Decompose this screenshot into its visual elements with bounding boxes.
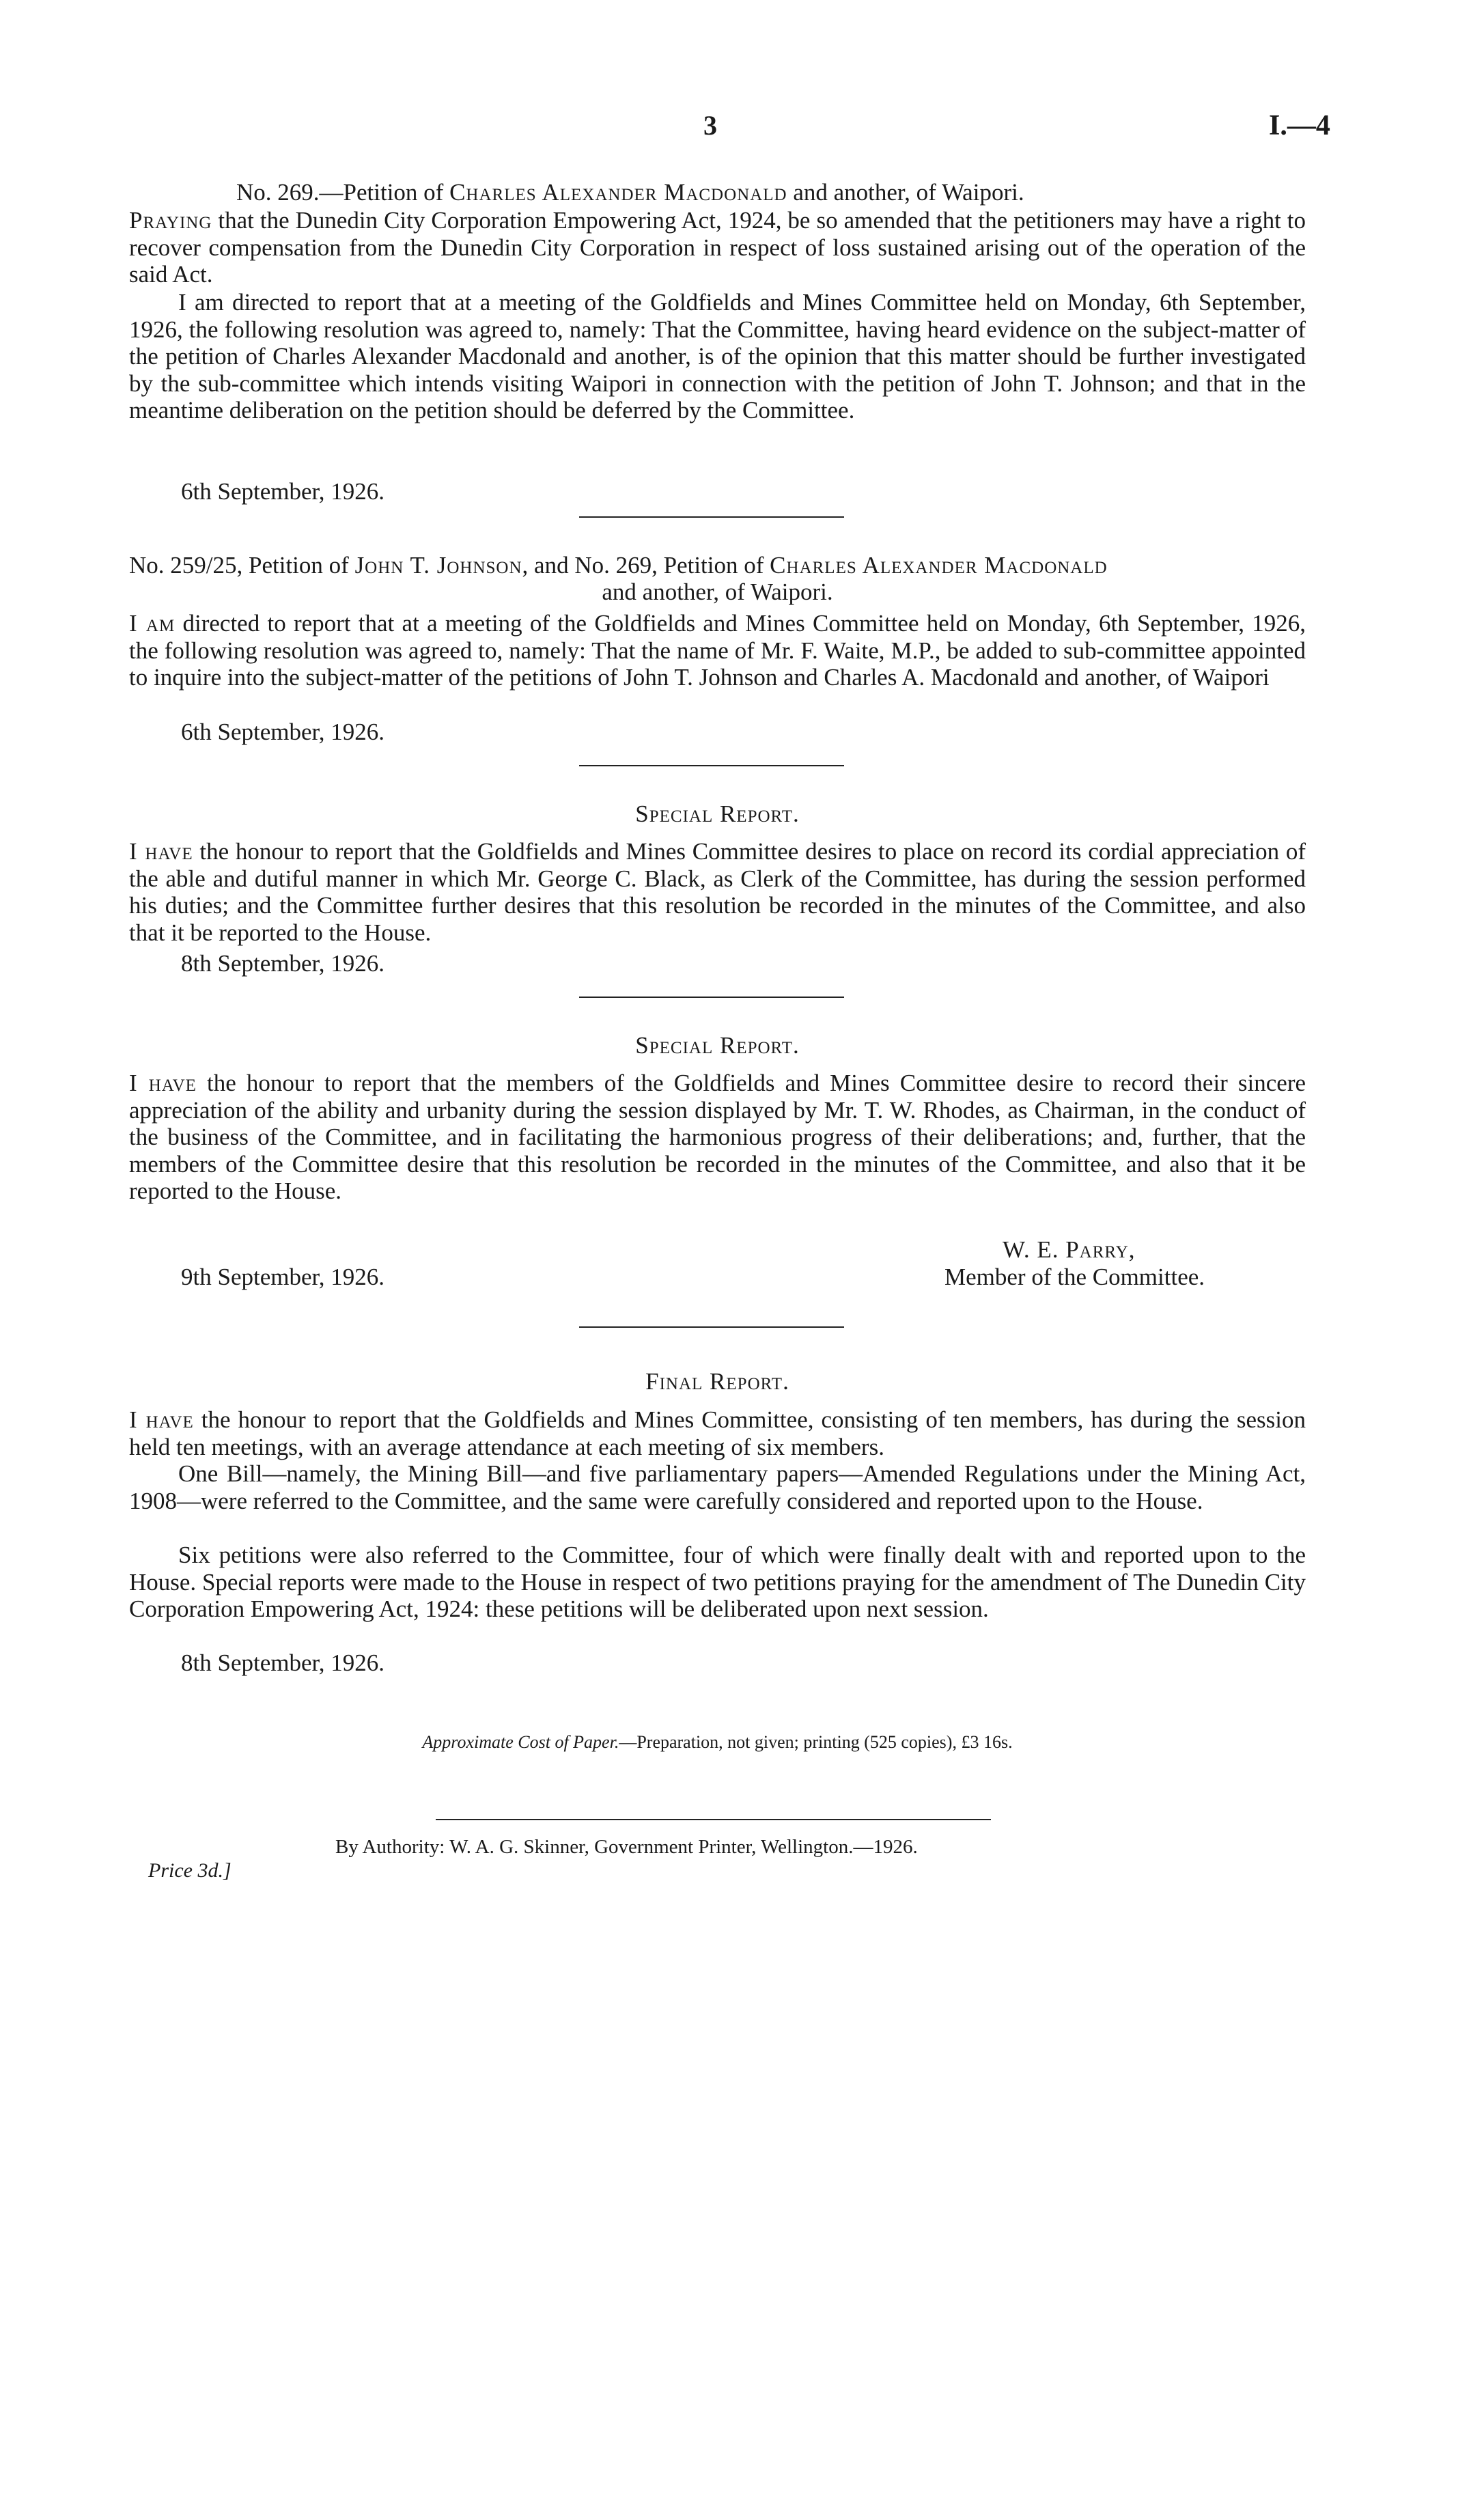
section1-praying — [129, 207, 1306, 288]
section3-lead: I have — [129, 838, 193, 865]
section5-p1 — [129, 1406, 1306, 1460]
section5-lead: I have — [129, 1406, 194, 1433]
section1-date: 6th September, 1926. — [181, 478, 384, 505]
authority-line — [335, 1836, 918, 1858]
section2-name1: John T. Johnson — [354, 552, 522, 579]
section3-date: 8th September, 1926. — [181, 950, 384, 977]
document-reference: I.—4 — [1269, 110, 1330, 141]
section4-text: the honour to report that the members of the Goldfields and Mines Committee desire to record their sincere appreciation of the ability and urbanity during the session displayed by Mr. T. W. Rhodes, as Chairman, in the conduct of the business of the Committee, and in facilitating the harmonious progress of their deliberations; and, further, that the members of the Committee desire that this resolution be recorded in the minutes of the Committee, and also that it be reported to the House. — [129, 1070, 1306, 1204]
section1-title — [236, 179, 1329, 206]
section5-p3: Six petitions were also referred to the Committee, four of which were finally dealt with and reported upon to the House. Special reports were made to the House in respect of two petitions praying for the amendment of The Dunedin City Corporation Empowering Act, 1924: these petitions will be deliberated upon next session. — [129, 1542, 1306, 1622]
section1-petitioner: Charles Alexander Macdonald — [449, 179, 787, 206]
section1-title-suffix: and another, of Waipori. — [793, 179, 1024, 206]
cost-text: —Preparation, not given; printing (525 copies), £3 16s. — [619, 1732, 1013, 1752]
page-number: 3 — [703, 110, 717, 141]
section2-title-a: No. 259/25, Petition of — [129, 552, 349, 579]
section1-praying-word: Praying — [129, 207, 212, 234]
section2-title-b: , and No. 269, Petition of — [522, 552, 764, 579]
section1-praying-text: that the Dunedin City Corporation Empowering Act, 1924, be so amended that the petitioners may have a right to recover compensation from the Dunedin City Corporation in respect of loss sustained arising out of the operation of the said Act. — [129, 207, 1306, 288]
section3-text: the honour to report that the Goldfields and Mines Committee desires to place on record its cordial appreciation of the able and dutiful manner in which Mr. George C. Black, as Clerk of the Committee, has during the session performed his duties; and the Committee further desires that this resolution be recorded in the minutes of the Committee, and also that it be reported to the House. — [129, 838, 1306, 946]
section1-report: I am directed to report that at a meeting of the Goldfields and Mines Committee held on Monday, 6th September, 1926, the following resolution was agreed to, namely: That the Committee, having heard evidence on the subject-matter of the petition of Charles Alexander Macdonald and another, is of the opinion that this matter should be further investigated by the sub-committee which intends visiting Waipori in connection with the petition of John T. Johnson; and that in the meantime deliberation on the petition should be deferred by the Committee. — [129, 289, 1306, 423]
section4-date: 9th September, 1926. — [181, 1264, 384, 1290]
price: Price 3d.] — [148, 1859, 232, 1882]
section4-body — [129, 1070, 1306, 1205]
section3-body — [129, 838, 1306, 946]
section1-title-prefix: No. 269.—Petition of — [236, 179, 444, 206]
section3-divider — [579, 997, 844, 998]
section2-title-c: and another, of Waipori. — [602, 579, 833, 605]
section2-body — [129, 610, 1306, 691]
section4-divider — [579, 1326, 844, 1328]
section2-lead: I am — [129, 610, 176, 637]
section2-title — [129, 552, 1306, 579]
section4-signatory-role: Member of the Committee. — [944, 1264, 1205, 1290]
section2-divider — [579, 765, 844, 766]
authority-prefix: By Authority: — [335, 1836, 445, 1858]
cost-note — [129, 1732, 1306, 1753]
section4-signatory: W. E. Parry, — [1003, 1236, 1136, 1263]
section5-p1-text: the honour to report that the Goldfields and Mines Committee, consisting of ten members, has during the session held ten meetings, with an average attendance at each meeting of six members. — [129, 1406, 1306, 1460]
section4-lead: I have — [129, 1070, 197, 1096]
printer-info: W. A. G. Skinner, Government Printer, Wellington.—1926. — [449, 1836, 918, 1858]
section2-text: directed to report that at a meeting of the Goldfields and Mines Committee held on Monday, 6th September, 1926, the following resolution was agreed to, namely: That the name of Mr. F. Waite, M.P., be added to sub-committee appointed to inquire into the subject-matter of the petitions of John T. Johnson and Charles A. Macdonald and another, of Waipori — [129, 610, 1306, 691]
section5-p2: One Bill—namely, the Mining Bill—and five parliamentary papers—Amended Regulations under the Mining Act, 1908—were referred to the Committee, and the same were carefully considered and reported upon to the House. — [129, 1460, 1306, 1514]
section5-heading: Final Report. — [645, 1368, 789, 1395]
section5-date: 8th September, 1926. — [181, 1649, 384, 1676]
section4-heading: Special Report. — [635, 1032, 800, 1059]
section3-heading: Special Report. — [635, 800, 800, 827]
section2-date: 6th September, 1926. — [181, 719, 384, 745]
section1-divider — [579, 516, 844, 518]
cost-label: Approximate Cost of Paper. — [422, 1732, 619, 1752]
section2-name2: Charles Alexander Macdonald — [770, 552, 1108, 579]
footer-rule — [436, 1819, 991, 1820]
